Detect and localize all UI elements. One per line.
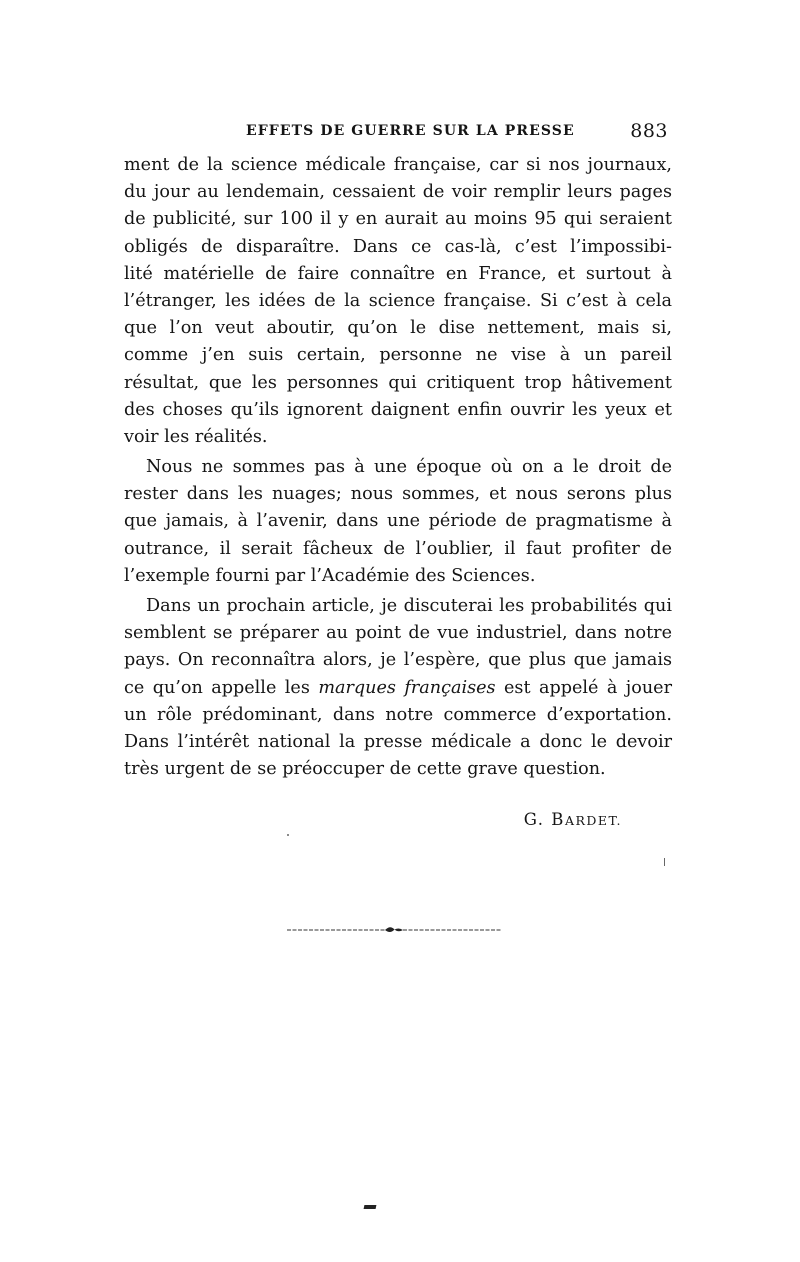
paragraph-1 (124, 152, 672, 451)
print-speck (664, 858, 665, 866)
text-line: l’étranger, les idées de la science française. Si c’est à cela (124, 290, 672, 311)
text-line: Dans l’intérêt national la presse médicale a donc le devoir (124, 731, 672, 752)
signature-surname-initial: B (551, 810, 565, 829)
text-line: que jamais, à l’avenir, dans une période de pragmatisme à (124, 511, 672, 532)
end-ornament (287, 924, 501, 934)
text-line: Dans un prochain article, je discuterai les probabilités qui (146, 596, 672, 616)
text-line: de publicité, sur 100 il y en aurait au moins 95 qui seraient (124, 209, 672, 230)
text-span: est appelé à jouer (495, 677, 672, 698)
text-line: voir les réalités. (124, 426, 268, 447)
paragraph-2 (124, 454, 672, 590)
print-speck (287, 834, 289, 836)
paragraph-3 (124, 593, 672, 783)
text-line: résultat, que les personnes qui critiquent trop hâtivement (124, 372, 672, 393)
text-line: ment de la science médicale française, car si nos journaux, (124, 155, 672, 175)
text-line: du jour au lendemain, cessaient de voir remplir leurs pages (124, 182, 672, 203)
running-title: EFFETS DE GUERRE SUR LA PRESSE (246, 123, 575, 139)
text-line: obligés de disparaître. Dans ce cas-là, c’est l’impossibi- (124, 236, 672, 257)
text-line: comme j’en suis certain, personne ne vise à un pareil (124, 345, 672, 366)
text-span: ce qu’on appelle les (124, 677, 319, 698)
text-line: rester dans les nuages; nous sommes, et nous serons plus (124, 484, 672, 505)
text-line: des choses qu’ils ignorent daignent enfin ouvrir les yeux et (124, 399, 672, 420)
page-number: 883 (630, 120, 668, 142)
signature-initial: G. (523, 810, 545, 829)
signature-surname-rest: ARDET. (564, 813, 622, 828)
text-line: semblent se préparer au point de vue industriel, dans notre (124, 623, 672, 644)
text-line: que l’on veut aboutir, qu’on le dise nettement, mais si, (124, 318, 672, 339)
text-line: Nous ne sommes pas à une époque où on a le droit de (146, 457, 672, 478)
text-line: l’exemple fourni par l’Académie des Sciences. (124, 565, 536, 586)
author-signature (524, 810, 622, 829)
text-line: lité matérielle de faire connaître en France, et surtout à (124, 263, 672, 284)
text-line: très urgent de se préoccuper de cette grave question. (124, 759, 606, 780)
text-line: un rôle prédominant, dans notre commerce d’exportation. (124, 704, 672, 725)
text-line: outrance, il serait fâcheux de l’oublier, il faut profiter de (124, 538, 672, 559)
print-mark (364, 1205, 377, 1209)
text-line-with-italic (124, 675, 672, 702)
article-body (124, 152, 672, 783)
italic-term: marques françaises (318, 677, 496, 698)
text-line: pays. On reconnaîtra alors, je l’espère, que plus que jamais (124, 650, 672, 671)
running-head (124, 120, 672, 144)
